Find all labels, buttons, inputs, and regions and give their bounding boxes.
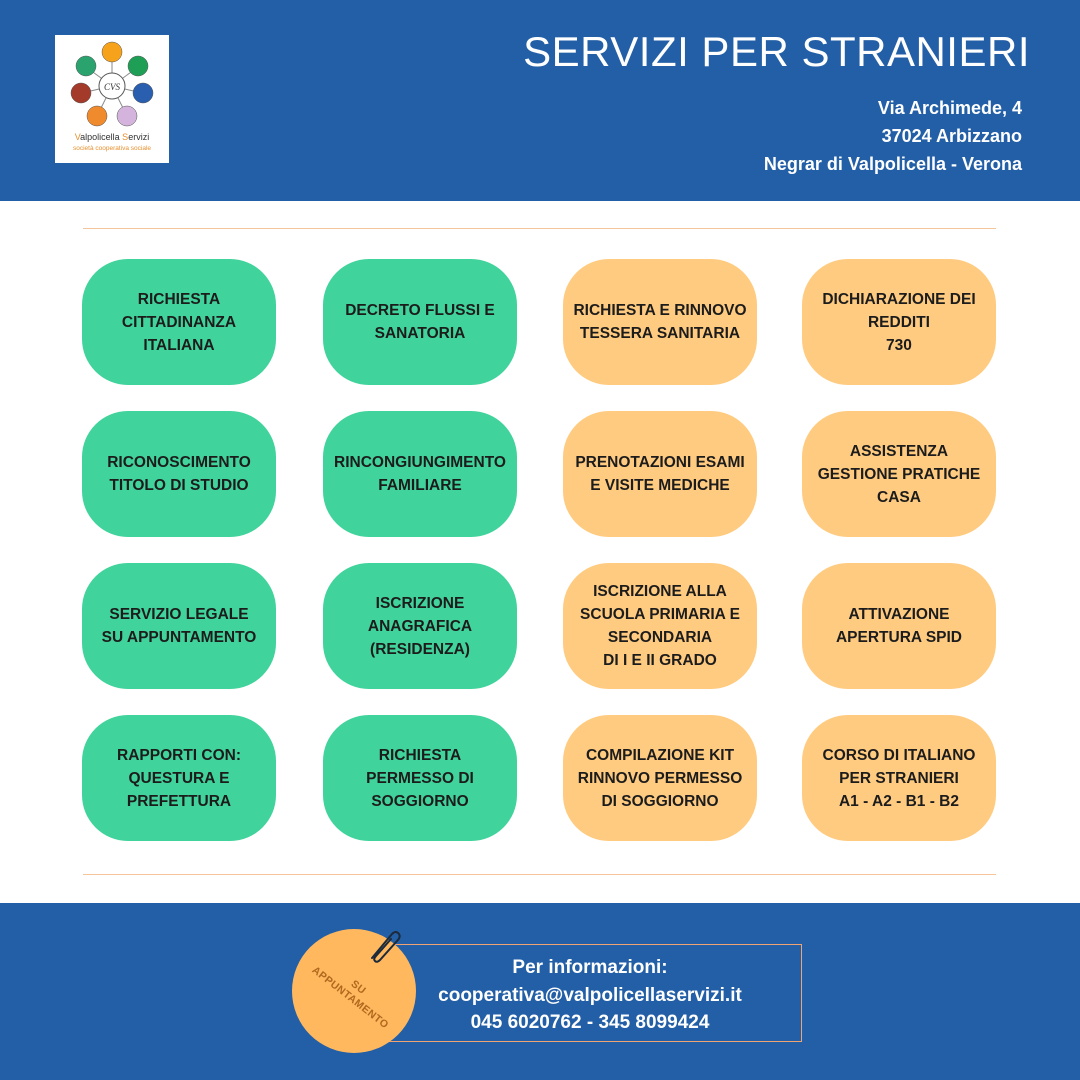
service-ricongiungimento: [323, 411, 517, 537]
service-iscrizione-anagrafica: [323, 563, 517, 689]
service-legale: [82, 563, 276, 689]
service-iscrizione-scuola: [563, 563, 757, 689]
logo-subtitle: società cooperativa sociale: [72, 145, 152, 152]
service-questura: [82, 715, 276, 841]
info-title: Per informazioni:: [512, 957, 668, 978]
logo-circle-5: [87, 106, 107, 126]
logo-name: Valpolicella Servizi: [74, 132, 150, 142]
service-label: ISCRIZIONE ALLA SCUOLA PRIMARIA E SECONDARIA DI I E II GRADO: [580, 583, 740, 669]
header-banner: [0, 0, 1080, 201]
logo-circle-3: [133, 83, 153, 103]
logo-circle-7: [76, 56, 96, 76]
page-title: SERVIZI PER STRANIERI: [523, 28, 1030, 75]
service-label: ASSISTENZA GESTIONE PRATICHE CASA: [817, 442, 981, 506]
service-label: RINCONGIUNGIMENTO FAMILIARE: [334, 454, 506, 494]
service-dichiarazione-redditi: [802, 259, 996, 385]
service-label: RICHIESTA CITTADINANZA ITALIANA: [121, 290, 237, 354]
service-label: CORSO DI ITALIANO PER STRANIERI A1 - A2 - B1 - B2: [822, 746, 976, 810]
service-label: PRENOTAZIONI ESAMI E VISITE MEDICHE: [575, 454, 745, 494]
service-spid: [802, 563, 996, 689]
service-label: DECRETO FLUSSI E SANATORIA: [345, 302, 495, 342]
logo-graphic: [55, 35, 169, 135]
service-label: ISCRIZIONE ANAGRAFICA (RESIDENZA): [367, 594, 473, 658]
service-label: RICHIESTA E RINNOVO TESSERA SANITARIA: [573, 302, 747, 342]
service-label: ATTIVAZIONE APERTURA SPID: [835, 606, 963, 646]
logo-circle-1: [102, 42, 122, 62]
service-label: COMPILAZIONE KIT RINNOVO PERMESSO DI SOGGIORNO: [577, 746, 743, 810]
service-kit-rinnovo: [563, 715, 757, 841]
service-label: DICHIARAZIONE DEI REDDITI 730: [822, 290, 976, 354]
logo: [55, 35, 169, 163]
service-assistenza-casa: [802, 411, 996, 537]
service-decreto-flussi: [323, 259, 517, 385]
address-city: 37024 Arbizzano: [881, 126, 1022, 146]
service-permesso-soggiorno: [323, 715, 517, 841]
appointment-stamp-text: SU APPUNTAMENTO: [309, 964, 391, 1032]
top-divider: [83, 228, 996, 229]
service-tessera-sanitaria: [563, 259, 757, 385]
address-region: Negrar di Valpolicella - Verona: [763, 154, 1022, 174]
service-prenotazioni-esami: [563, 411, 757, 537]
logo-circle-2: [128, 56, 148, 76]
service-riconoscimento-titolo: [82, 411, 276, 537]
logo-circle-6: [71, 83, 91, 103]
address-street: Via Archimede, 4: [877, 98, 1022, 118]
service-label: RAPPORTI CON: QUESTURA E PREFETTURA: [117, 746, 241, 810]
service-label: SERVIZIO LEGALE SU APPUNTAMENTO: [101, 606, 257, 646]
service-cittadinanza: [82, 259, 276, 385]
contact-phones[interactable]: 045 6020762 - 345 8099424: [470, 1012, 710, 1033]
bottom-divider: [83, 874, 996, 875]
service-corso-italiano: [802, 715, 996, 841]
logo-center-text: CVS: [103, 82, 121, 92]
service-label: RICONOSCIMENTO TITOLO DI STUDIO: [107, 454, 251, 494]
service-label: RICHIESTA PERMESSO DI SOGGIORNO: [366, 746, 474, 810]
contact-email[interactable]: cooperativa@valpolicellaservizi.it: [438, 985, 742, 1006]
logo-circle-4: [117, 106, 137, 126]
paperclip-icon: [366, 928, 402, 964]
